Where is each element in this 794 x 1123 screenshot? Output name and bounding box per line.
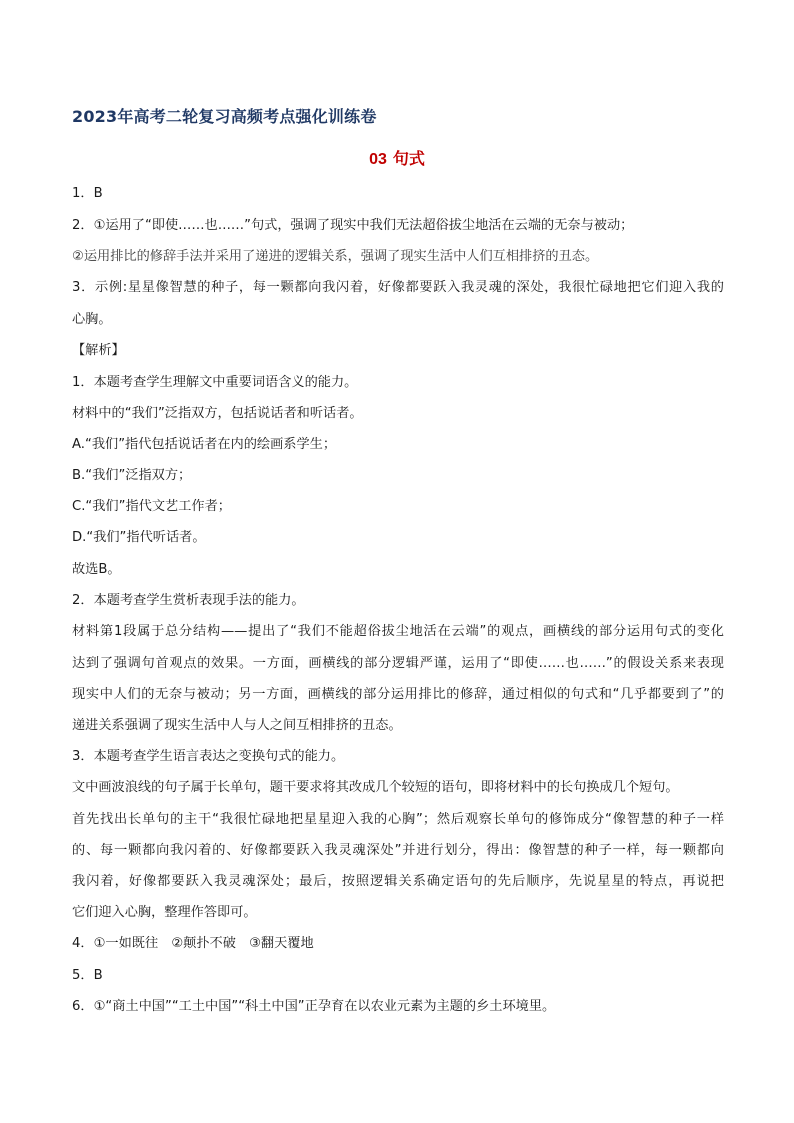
answer-1: 1．B [72,186,103,201]
answer-3-line-1: 3．示例:星星像智慧的种子，每一颗都向我闪着，好像都要跃入我灵魂的深处，我很忙碌地把它们迎入我的 [72,280,724,295]
answer-6: 6．①“商土中国”“工土中国”“科土中国”正孕育在以农业元素为主题的乡土环境里。 [72,999,556,1014]
answer-4: 4．①一如既往 ②颠扑不破 ③翻天覆地 [72,936,314,951]
section-number: 03 [369,151,387,168]
analysis-1-material: 材料中的“我们”泛指双方，包括说话者和听话者。 [72,406,363,421]
section-heading [0,146,794,169]
analysis-3-line-3: 的、每一颗都向我闪着的、好像都要跃入我灵魂深处”并进行划分，得出：像智慧的种子一样，每一颗都向 [72,843,724,858]
analysis-3-line-5: 它们迎入心胸，整理作答即可。 [72,905,257,920]
analysis-2-line-2: 达到了强调句首观点的效果。一方面，画横线的部分逻辑严谨，运用了“即使……也……”的假设关系来表现 [72,656,724,671]
analysis-2-line-1: 材料第1段属于总分结构——提出了“我们不能超俗拔尘地活在云端”的观点，画横线的部分运用句式的变化 [72,624,724,639]
answer-2-part-1: 2．①运用了“即使……也……”句式，强调了现实中我们无法超俗拔尘地活在云端的无奈与被动； [72,218,634,233]
analysis-1-option-a: A.“我们”指代包括说话者在内的绘画系学生； [72,437,337,452]
answer-2-part-2: ②运用排比的修辞手法并采用了递进的逻辑关系，强调了现实生活中人们互相排挤的丑态。 [72,249,599,264]
analysis-1-option-d: D.“我们”指代听话者。 [72,530,206,545]
analysis-3-line-1: 文中画波浪线的句子属于长单句，题干要求将其改成几个较短的语句，即将材料中的长句换成几个短句。 [72,780,679,795]
analysis-2-line-4: 递进关系强调了现实生活中人与人之间互相排挤的丑态。 [72,718,402,733]
analysis-heading: 【解析】 [72,343,125,358]
answer-3-line-2: 心胸。 [72,312,112,327]
answer-5: 5．B [72,968,103,983]
analysis-2-intro: 2．本题考查学生赏析表现手法的能力。 [72,593,305,608]
document-title: 2023年高考二轮复习高频考点强化训练卷 [72,107,377,126]
analysis-2-line-3: 现实中人们的无奈与被动；另一方面，画横线的部分运用排比的修辞，通过相似的句式和“几乎都要到了”的 [72,687,724,702]
analysis-1-intro: 1．本题考查学生理解文中重要词语含义的能力。 [72,375,358,390]
analysis-3-line-2: 首先找出长单句的主干“我很忙碌地把星星迎入我的心胸”；然后观察长单句的修饰成分“像智慧的种子一样 [72,812,724,827]
analysis-1-option-c: C.“我们”指代文艺工作者； [72,499,231,514]
analysis-1-option-b: B.“我们”泛指双方； [72,468,192,483]
analysis-1-conclusion: 故选B。 [72,562,121,577]
analysis-3-line-4: 我闪着，好像都要跃入我灵魂深处；最后，按照逻辑关系确定语句的先后顺序，先说星星的特点，再说把 [72,874,724,889]
analysis-3-intro: 3．本题考查学生语言表达之变换句式的能力。 [72,749,345,764]
section-name: 句式 [392,149,425,168]
